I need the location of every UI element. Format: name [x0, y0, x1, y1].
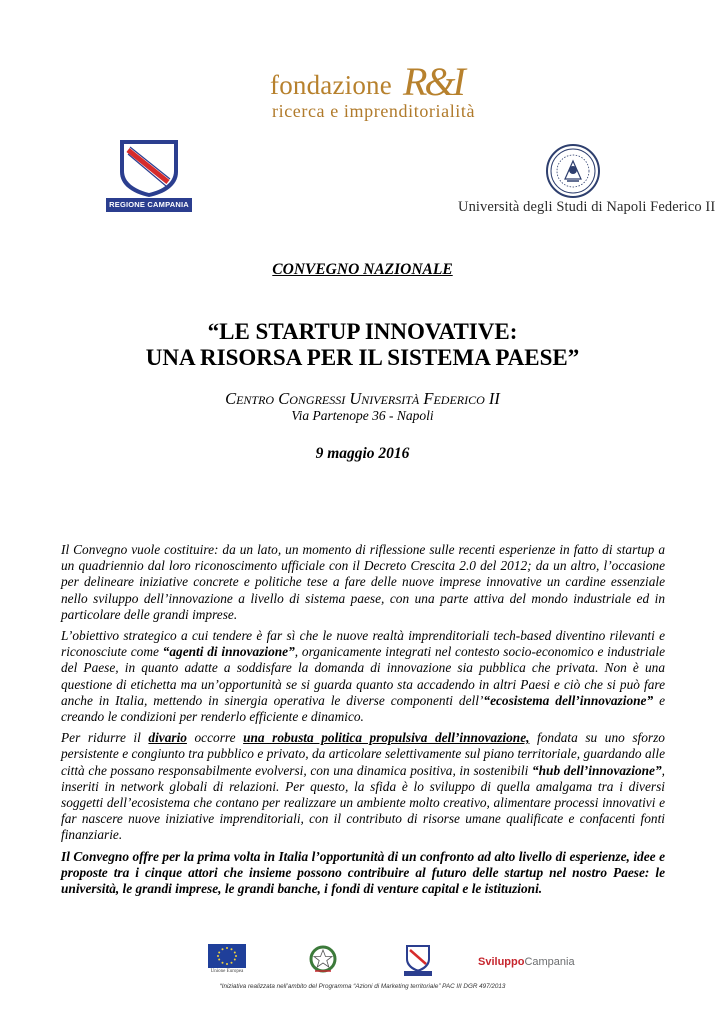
region-label: REGIONE CAMPANIA	[106, 198, 192, 212]
emphasis-conclusion: Il Convegno offre per la prima volta in Italia l’opportunità di un confronto ad alto livello di esperienze, idee e proposte tra i cinque attori che insieme possono contribuire al futuro delle startup nel nostro Paese: le università, le grandi imprese, le grandi banche, i fondi di venture capital e le istituzioni.	[61, 848, 665, 897]
paragraph-opportunity	[61, 849, 665, 898]
paragraph-intro: Il Convegno vuole costituire: da un lato, un momento di riflessione sulle recenti esperienze in fatto di startup a un quadriennio dal loro riconoscimento ufficiale con il Decreto Crescita 2.0 del 2012; da un altro, l’occasione per delineare iniziative concrete e politiche tese a fare delle nuove imprese innovative un cardine essenziale nello sviluppo dell’innovazione a livello di sistema paese, con una parte attiva del mondo industriale ed in particolare delle grandi imprese.	[61, 542, 665, 622]
emphasis-politica: una robusta politica propulsiva dell’innovazione,	[243, 730, 530, 746]
event-title-line-1: “LE STARTUP INNOVATIVE:	[207, 319, 518, 344]
university-name: Università degli Studi di Napoli Federico II	[458, 199, 716, 215]
text-run: e creando le condizioni per renderlo efficiente e dinamico.	[61, 692, 666, 725]
event-title-line-2: UNA RISORSA PER IL SISTEMA PAESE”	[145, 345, 580, 370]
event-description	[61, 542, 665, 902]
regione-campania-small-logo-icon	[402, 944, 434, 976]
event-kicker: CONVEGNO NAZIONALE	[272, 261, 453, 278]
text-run: fondata su uno sforzo persistente e congiunto tra pubblico e privato, da articolare selettivamente sul piano territoriale, guardando alle città che possano responsabilmente evolversi, con una dinamica positiva, in sostenibili	[61, 730, 665, 778]
eu-flag-icon	[208, 944, 246, 968]
text-run: , organicamente integrati nel contesto socio-economico e industriale del Paese, in quanto adatte a soddisfare la domanda di innovazione sia pubblica che privata. Non è una questione di etichetta ma un’opportunità se si guarda quanto sta accadendo in altri Paesi e ciò che si può fare anche in Italia, mettendo in sinergia operativa le diverse componenti dell’	[61, 644, 666, 708]
sviluppo-word: Sviluppo	[478, 956, 525, 968]
program-note: “Iniziativa realizzata nell’ambito del Programma “Azioni di Marketing territoriale” PAC III DGR 497/2013	[219, 983, 506, 990]
region-shield-icon	[106, 138, 192, 198]
event-address: Via Partenope 36 - Napoli	[291, 408, 434, 423]
paragraph-objective	[61, 628, 665, 725]
emphasis-agenti: “agenti di innovazione”	[162, 644, 295, 660]
regione-campania-logo	[106, 138, 192, 214]
emphasis-divario: divario	[148, 730, 187, 746]
university-seal-icon	[545, 143, 601, 199]
brand-monogram: R&I	[403, 59, 463, 104]
italian-republic-emblem-icon	[307, 944, 339, 974]
fondazione-ri-logo	[270, 59, 500, 122]
text-run: occorre	[186, 730, 244, 746]
text-run: L’obiettivo strategico a cui tendere è far sì che le nuove realtà imprenditoriali tech-based diventino rilevanti e riconosciute come	[61, 628, 665, 660]
eu-caption: Unione Europea	[210, 969, 244, 974]
eu-flag-logo	[208, 944, 246, 974]
event-date: 9 maggio 2016	[315, 445, 410, 462]
brand-wordmark: fondazione	[270, 70, 392, 100]
emphasis-hub: “hub dell’innovazione”	[531, 762, 662, 778]
brand-tagline: ricerca e imprenditorialità	[272, 101, 476, 121]
paragraph-divario	[61, 730, 665, 843]
campania-word: Campania	[524, 956, 575, 968]
text-run: , inseriti in network globali di relazioni. Per questo, la sfida è lo sviluppo di quella amalgama tra i diversi soggetti dell’ecosistema che contano per realizzare un ambiente molto creativo, alimentare processi innovativi e far nascere nuove iniziative imprenditoriali, con il contributo di risorse umane qualificate e confacenti fonti finanziarie.	[61, 762, 665, 843]
emphasis-ecosistema: “ecosistema dell’innovazione”	[483, 692, 654, 708]
text-run: Per ridurre il	[61, 730, 149, 746]
sviluppo-campania-logo	[478, 956, 575, 968]
event-venue: Centro Congressi Università Federico II	[225, 389, 500, 408]
